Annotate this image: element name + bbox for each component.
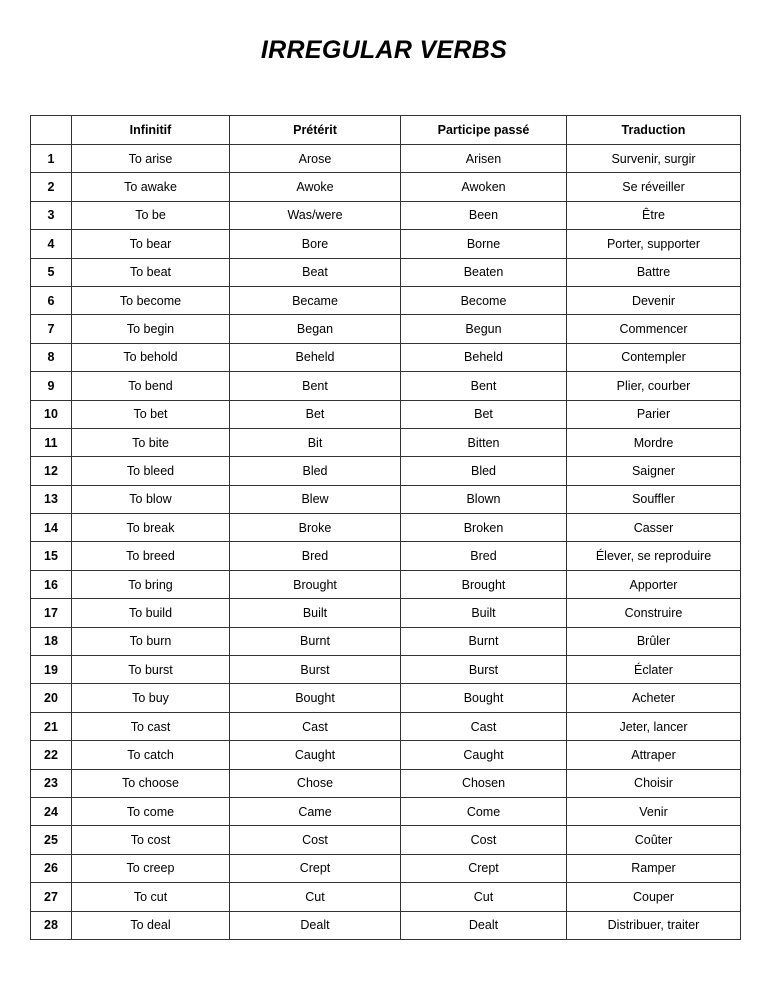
table-row xyxy=(31,769,741,797)
table-row xyxy=(31,542,741,570)
row-number: 11 xyxy=(31,428,72,456)
header-number xyxy=(31,116,72,145)
cell-infinitif: To come xyxy=(72,797,230,825)
cell-participe-passe: Bought xyxy=(401,684,567,712)
cell-infinitif: To awake xyxy=(72,173,230,201)
cell-infinitif: To cast xyxy=(72,712,230,740)
cell-infinitif: To bite xyxy=(72,428,230,456)
cell-infinitif: To choose xyxy=(72,769,230,797)
cell-traduction: Construire xyxy=(567,599,741,627)
cell-preterit: Bore xyxy=(230,230,401,258)
cell-traduction: Être xyxy=(567,201,741,229)
table-row xyxy=(31,315,741,343)
table-row xyxy=(31,145,741,173)
cell-participe-passe: Blown xyxy=(401,485,567,513)
cell-preterit: Came xyxy=(230,797,401,825)
cell-preterit: Began xyxy=(230,315,401,343)
cell-participe-passe: Chosen xyxy=(401,769,567,797)
row-number: 27 xyxy=(31,883,72,911)
cell-traduction: Distribuer, traiter xyxy=(567,911,741,939)
cell-infinitif: To burst xyxy=(72,656,230,684)
cell-preterit: Arose xyxy=(230,145,401,173)
cell-preterit: Bled xyxy=(230,457,401,485)
table-row xyxy=(31,684,741,712)
cell-infinitif: To be xyxy=(72,201,230,229)
cell-traduction: Ramper xyxy=(567,854,741,882)
table-row xyxy=(31,514,741,542)
cell-preterit: Was/were xyxy=(230,201,401,229)
cell-participe-passe: Begun xyxy=(401,315,567,343)
row-number: 12 xyxy=(31,457,72,485)
row-number: 28 xyxy=(31,911,72,939)
cell-participe-passe: Bitten xyxy=(401,428,567,456)
cell-infinitif: To burn xyxy=(72,627,230,655)
cell-infinitif: To bend xyxy=(72,372,230,400)
row-number: 1 xyxy=(31,145,72,173)
header-infinitif: Infinitif xyxy=(72,116,230,145)
cell-participe-passe: Dealt xyxy=(401,911,567,939)
row-number: 10 xyxy=(31,400,72,428)
table-row xyxy=(31,656,741,684)
table-row xyxy=(31,883,741,911)
cell-participe-passe: Burst xyxy=(401,656,567,684)
cell-infinitif: To blow xyxy=(72,485,230,513)
row-number: 7 xyxy=(31,315,72,343)
cell-preterit: Bet xyxy=(230,400,401,428)
cell-participe-passe: Bet xyxy=(401,400,567,428)
row-number: 5 xyxy=(31,258,72,286)
cell-participe-passe: Awoken xyxy=(401,173,567,201)
row-number: 20 xyxy=(31,684,72,712)
row-number: 19 xyxy=(31,656,72,684)
cell-infinitif: To behold xyxy=(72,343,230,371)
cell-participe-passe: Broken xyxy=(401,514,567,542)
cell-traduction: Choisir xyxy=(567,769,741,797)
table-row xyxy=(31,826,741,854)
row-number: 15 xyxy=(31,542,72,570)
cell-traduction: Plier, courber xyxy=(567,372,741,400)
cell-traduction: Brûler xyxy=(567,627,741,655)
row-number: 22 xyxy=(31,741,72,769)
cell-infinitif: To build xyxy=(72,599,230,627)
cell-infinitif: To bleed xyxy=(72,457,230,485)
cell-infinitif: To bear xyxy=(72,230,230,258)
cell-preterit: Bred xyxy=(230,542,401,570)
cell-traduction: Couper xyxy=(567,883,741,911)
cell-traduction: Parier xyxy=(567,400,741,428)
cell-infinitif: To creep xyxy=(72,854,230,882)
cell-participe-passe: Become xyxy=(401,286,567,314)
cell-preterit: Became xyxy=(230,286,401,314)
cell-preterit: Beheld xyxy=(230,343,401,371)
cell-preterit: Cast xyxy=(230,712,401,740)
header-participe-passe: Participe passé xyxy=(401,116,567,145)
row-number: 17 xyxy=(31,599,72,627)
row-number: 21 xyxy=(31,712,72,740)
table-row xyxy=(31,712,741,740)
cell-preterit: Caught xyxy=(230,741,401,769)
table-row xyxy=(31,400,741,428)
cell-traduction: Jeter, lancer xyxy=(567,712,741,740)
cell-preterit: Built xyxy=(230,599,401,627)
cell-participe-passe: Brought xyxy=(401,570,567,598)
header-row xyxy=(31,116,741,145)
cell-infinitif: To deal xyxy=(72,911,230,939)
header-traduction: Traduction xyxy=(567,116,741,145)
table-row xyxy=(31,570,741,598)
table-row xyxy=(31,485,741,513)
row-number: 8 xyxy=(31,343,72,371)
row-number: 16 xyxy=(31,570,72,598)
row-number: 24 xyxy=(31,797,72,825)
document-title: IRREGULAR VERBS xyxy=(260,36,508,64)
cell-traduction: Survenir, surgir xyxy=(567,145,741,173)
row-number: 4 xyxy=(31,230,72,258)
cell-infinitif: To bring xyxy=(72,570,230,598)
table-row xyxy=(31,741,741,769)
cell-preterit: Brought xyxy=(230,570,401,598)
row-number: 14 xyxy=(31,514,72,542)
cell-traduction: Apporter xyxy=(567,570,741,598)
cell-preterit: Crept xyxy=(230,854,401,882)
cell-preterit: Dealt xyxy=(230,911,401,939)
cell-traduction: Venir xyxy=(567,797,741,825)
cell-traduction: Souffler xyxy=(567,485,741,513)
cell-preterit: Broke xyxy=(230,514,401,542)
row-number: 25 xyxy=(31,826,72,854)
cell-traduction: Casser xyxy=(567,514,741,542)
cell-participe-passe: Bled xyxy=(401,457,567,485)
table-header xyxy=(31,116,741,145)
cell-traduction: Acheter xyxy=(567,684,741,712)
cell-preterit: Chose xyxy=(230,769,401,797)
table-row xyxy=(31,797,741,825)
cell-traduction: Porter, supporter xyxy=(567,230,741,258)
cell-infinitif: To break xyxy=(72,514,230,542)
cell-preterit: Bit xyxy=(230,428,401,456)
cell-participe-passe: Bent xyxy=(401,372,567,400)
table-row xyxy=(31,286,741,314)
table-row xyxy=(31,372,741,400)
row-number: 23 xyxy=(31,769,72,797)
cell-participe-passe: Borne xyxy=(401,230,567,258)
cell-infinitif: To arise xyxy=(72,145,230,173)
table-row xyxy=(31,854,741,882)
row-number: 2 xyxy=(31,173,72,201)
cell-traduction: Devenir xyxy=(567,286,741,314)
cell-traduction: Se réveiller xyxy=(567,173,741,201)
cell-infinitif: To beat xyxy=(72,258,230,286)
table-row xyxy=(31,599,741,627)
cell-preterit: Burnt xyxy=(230,627,401,655)
row-number: 26 xyxy=(31,854,72,882)
cell-participe-passe: Beheld xyxy=(401,343,567,371)
cell-preterit: Bent xyxy=(230,372,401,400)
cell-participe-passe: Been xyxy=(401,201,567,229)
cell-traduction: Coûter xyxy=(567,826,741,854)
cell-infinitif: To cut xyxy=(72,883,230,911)
cell-infinitif: To catch xyxy=(72,741,230,769)
cell-preterit: Cut xyxy=(230,883,401,911)
cell-participe-passe: Caught xyxy=(401,741,567,769)
cell-traduction: Élever, se reproduire xyxy=(567,542,741,570)
row-number: 13 xyxy=(31,485,72,513)
table-row xyxy=(31,911,741,939)
table-row xyxy=(31,343,741,371)
cell-participe-passe: Built xyxy=(401,599,567,627)
cell-preterit: Bought xyxy=(230,684,401,712)
cell-participe-passe: Come xyxy=(401,797,567,825)
cell-participe-passe: Cut xyxy=(401,883,567,911)
cell-infinitif: To become xyxy=(72,286,230,314)
row-number: 18 xyxy=(31,627,72,655)
cell-infinitif: To breed xyxy=(72,542,230,570)
cell-traduction: Mordre xyxy=(567,428,741,456)
cell-infinitif: To begin xyxy=(72,315,230,343)
table-row xyxy=(31,201,741,229)
cell-participe-passe: Cast xyxy=(401,712,567,740)
cell-preterit: Cost xyxy=(230,826,401,854)
row-number: 9 xyxy=(31,372,72,400)
cell-preterit: Burst xyxy=(230,656,401,684)
cell-participe-passe: Arisen xyxy=(401,145,567,173)
cell-preterit: Beat xyxy=(230,258,401,286)
cell-participe-passe: Cost xyxy=(401,826,567,854)
cell-infinitif: To bet xyxy=(72,400,230,428)
cell-preterit: Blew xyxy=(230,485,401,513)
cell-traduction: Commencer xyxy=(567,315,741,343)
cell-preterit: Awoke xyxy=(230,173,401,201)
table-body xyxy=(31,145,741,940)
cell-traduction: Contempler xyxy=(567,343,741,371)
table-row xyxy=(31,627,741,655)
cell-traduction: Attraper xyxy=(567,741,741,769)
cell-participe-passe: Crept xyxy=(401,854,567,882)
cell-traduction: Saigner xyxy=(567,457,741,485)
table-row xyxy=(31,258,741,286)
header-preterit: Prétérit xyxy=(230,116,401,145)
table-row xyxy=(31,457,741,485)
irregular-verbs-table xyxy=(30,115,741,940)
cell-participe-passe: Bred xyxy=(401,542,567,570)
row-number: 3 xyxy=(31,201,72,229)
cell-participe-passe: Beaten xyxy=(401,258,567,286)
row-number: 6 xyxy=(31,286,72,314)
table-row xyxy=(31,428,741,456)
table-row xyxy=(31,230,741,258)
cell-participe-passe: Burnt xyxy=(401,627,567,655)
cell-infinitif: To buy xyxy=(72,684,230,712)
table-row xyxy=(31,173,741,201)
cell-traduction: Éclater xyxy=(567,656,741,684)
cell-infinitif: To cost xyxy=(72,826,230,854)
cell-traduction: Battre xyxy=(567,258,741,286)
